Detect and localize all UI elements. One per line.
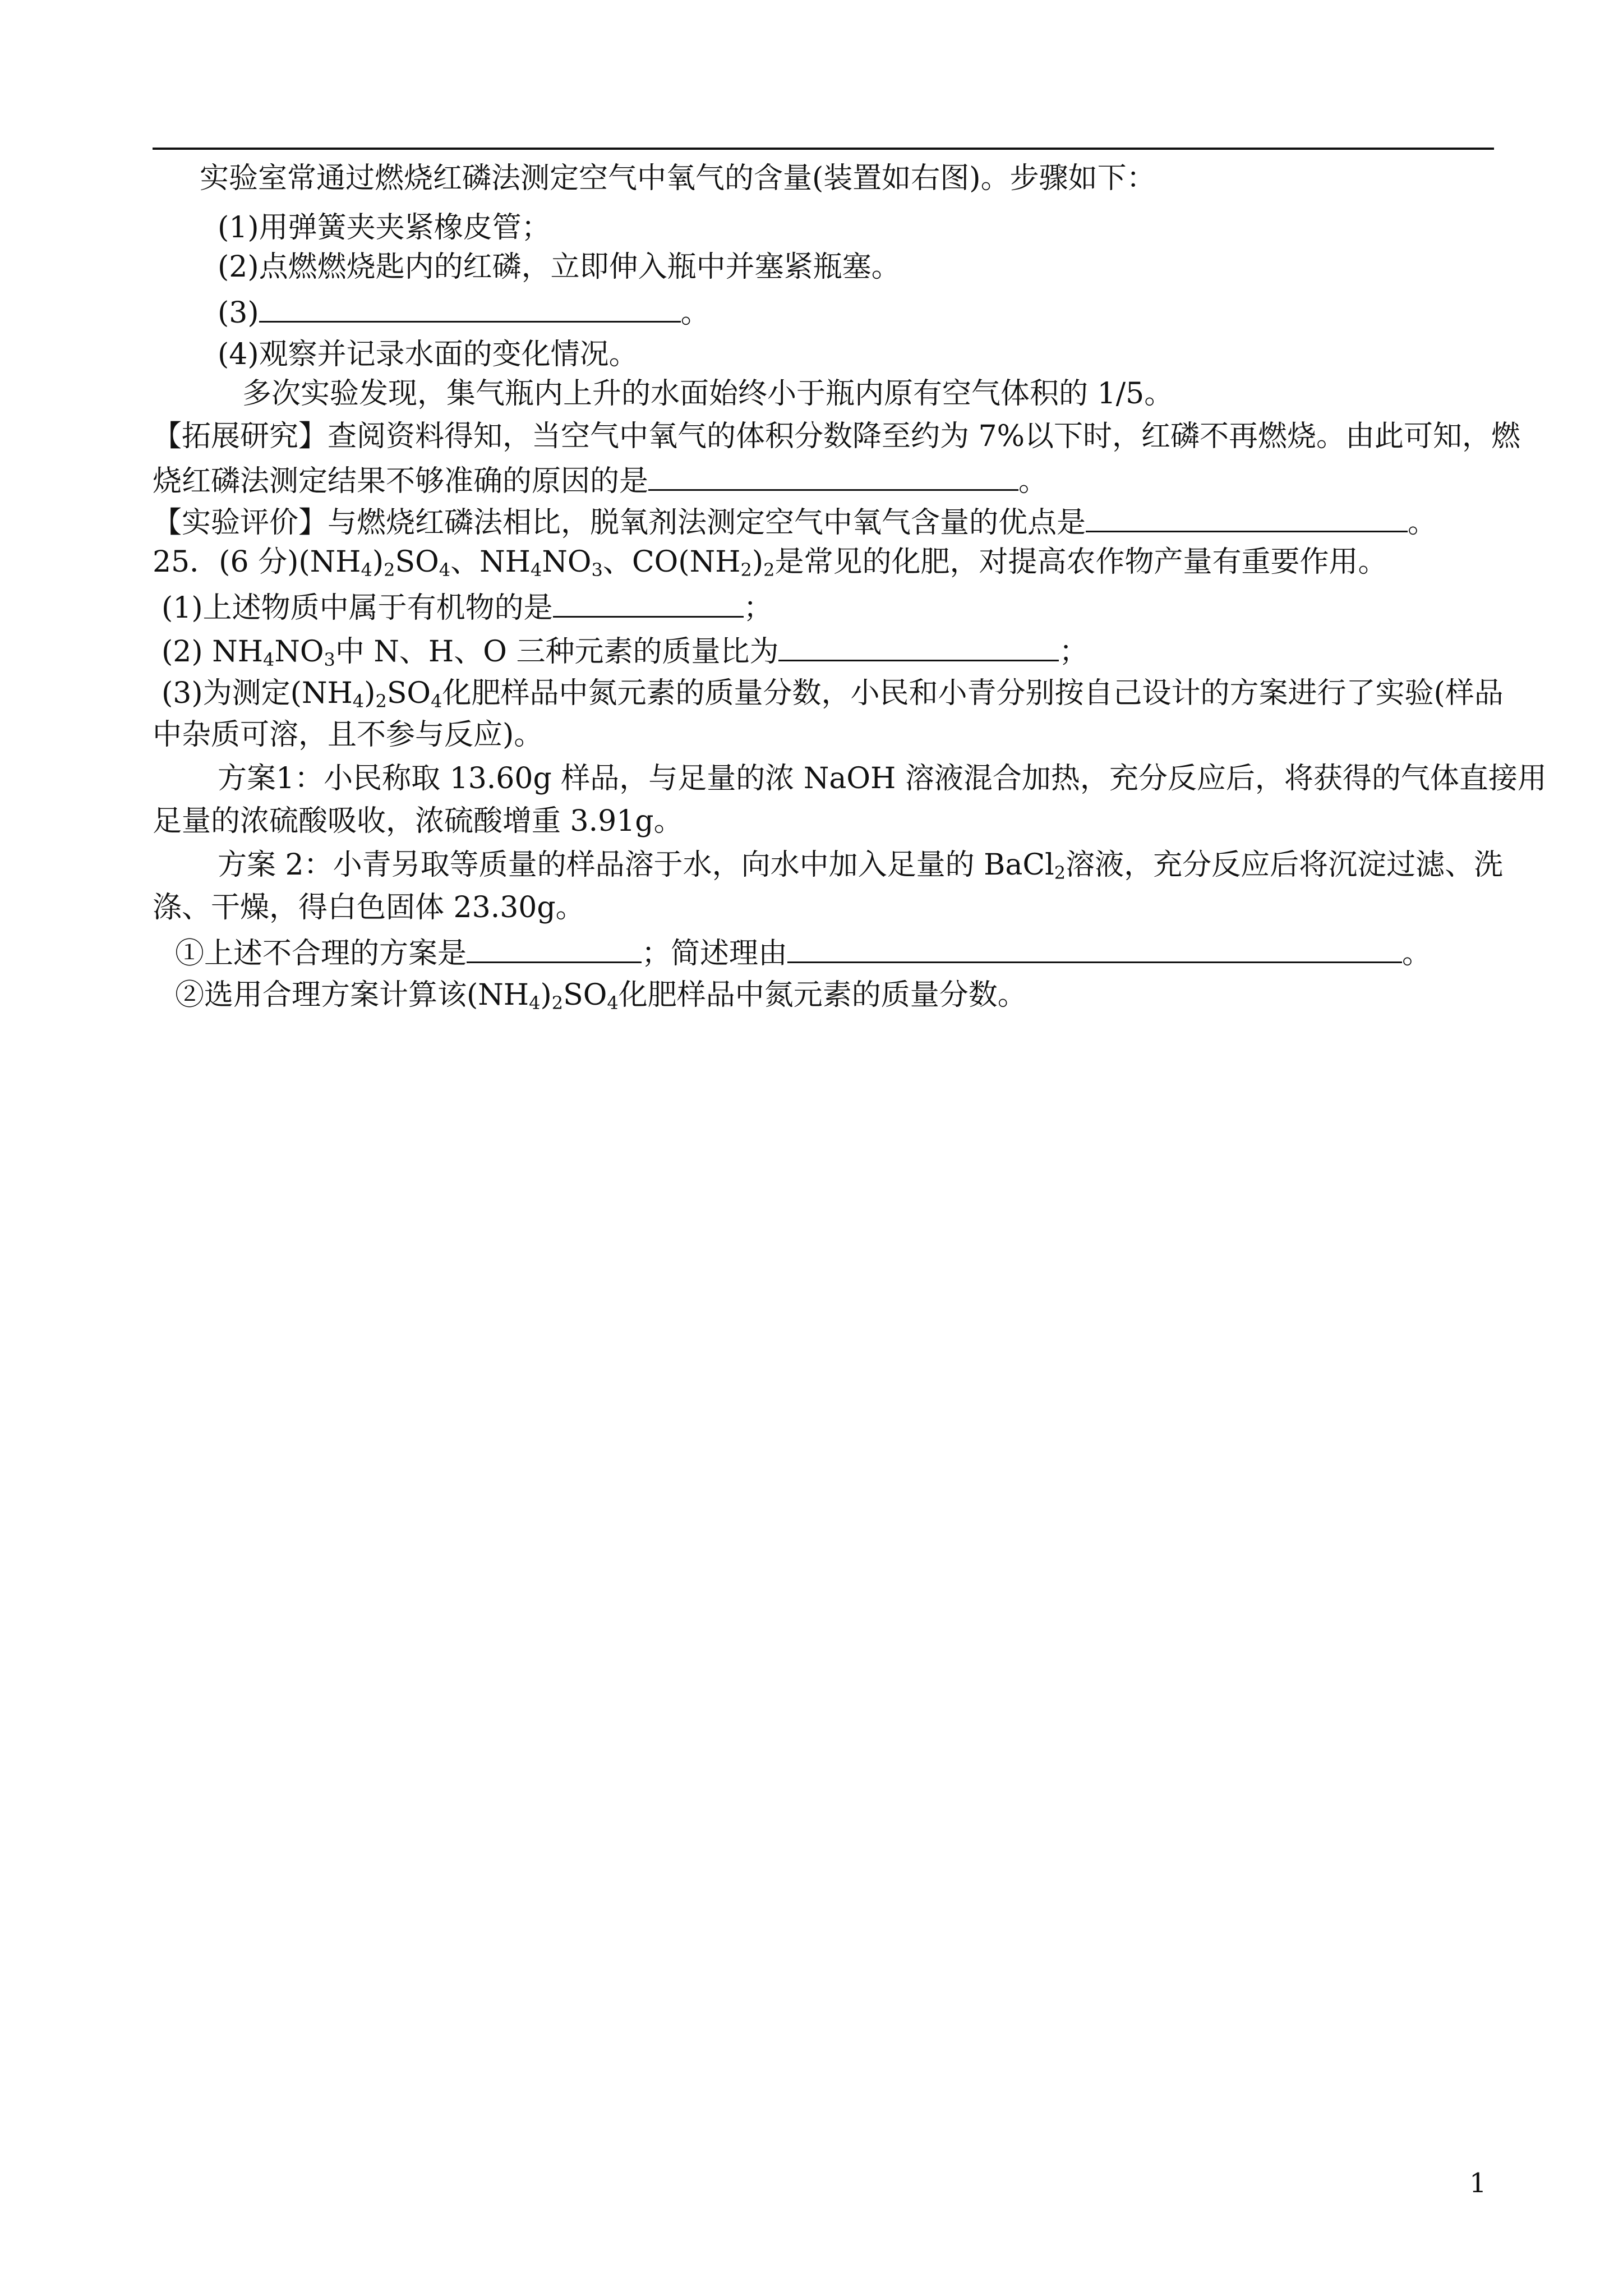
step-4: (4)观察并记录水面的变化情况。 bbox=[218, 338, 638, 371]
plan-1-line-2: 足量的浓硫酸吸收，浓硫酸增重 3.91g。 bbox=[153, 804, 683, 838]
extension-research-line-2 bbox=[153, 461, 1048, 497]
extension-end: 。 bbox=[1018, 464, 1048, 498]
question-25-title bbox=[153, 544, 1387, 580]
plan-2-text: 方案 2：小青另取等质量的样品溶于水，向水中加入足量的 BaCl bbox=[218, 848, 1054, 882]
plan-2-line-2: 涤、干燥，得白色固体 23.30g。 bbox=[153, 891, 585, 924]
sub-question-2-blank[interactable] bbox=[778, 632, 1059, 661]
subscript: 2 bbox=[384, 559, 395, 581]
sub-question-3-text: (3)为测定(NH bbox=[162, 677, 353, 710]
subscript: 4 bbox=[431, 691, 442, 712]
subscript: 4 bbox=[607, 992, 619, 1014]
sub-question-1 bbox=[162, 588, 773, 624]
sub-question-3-line-2: 中杂质可溶，且不参与反应)。 bbox=[153, 718, 543, 752]
sub-question-3-line-1 bbox=[162, 675, 1504, 711]
subscript: 2 bbox=[740, 559, 752, 581]
part-1-reason-label: ；简述理由 bbox=[642, 937, 788, 970]
question-25-text: 是常见的化肥，对提高农作物产量有重要作用。 bbox=[774, 545, 1387, 579]
experiment-evaluation bbox=[153, 503, 1437, 539]
subscript: 3 bbox=[324, 649, 335, 670]
sub-question-3-part-1 bbox=[175, 933, 1431, 969]
step-3 bbox=[218, 293, 710, 329]
part-1-text: ①上述不合理的方案是 bbox=[175, 937, 467, 970]
step-2: (2)点燃燃烧匙内的红磷，立即伸入瓶中并塞紧瓶塞。 bbox=[218, 250, 901, 284]
header-rule bbox=[153, 148, 1494, 150]
subscript: 2 bbox=[375, 691, 387, 712]
step-3-end: 。 bbox=[680, 296, 710, 330]
reason-blank[interactable] bbox=[787, 933, 1402, 963]
subscript: 4 bbox=[352, 691, 365, 712]
extension-research-text: 烧红磷法测定结果不够准确的原因的是 bbox=[153, 464, 649, 498]
subscript: 2 bbox=[763, 559, 775, 581]
sub-question-1-text: (1)上述物质中属于有机物的是 bbox=[162, 591, 553, 625]
formula-part: NO bbox=[274, 635, 324, 669]
sub-question-3-part-2 bbox=[175, 977, 1027, 1013]
sub-question-3-text: 化肥样品中氮元素的质量分数，小民和小青分别按自己设计的方案进行了实验(样品 bbox=[442, 677, 1504, 710]
formula-part: ) bbox=[751, 545, 764, 579]
intro-text: 实验室常通过燃烧红磷法测定空气中氧气的含量(装置如右图)。步骤如下： bbox=[200, 162, 1156, 195]
step-3-blank[interactable] bbox=[259, 293, 681, 323]
part-1-end: 。 bbox=[1402, 937, 1432, 970]
question-number: 25．(6 分) bbox=[153, 545, 299, 579]
sub-question-2 bbox=[162, 632, 1088, 668]
formula-ammonium-sulfate: (NH bbox=[298, 545, 361, 579]
part-2-text: ②选用合理方案计算该(NH bbox=[175, 978, 529, 1012]
subscript: 2 bbox=[551, 992, 564, 1014]
evaluation-end: 。 bbox=[1408, 506, 1437, 540]
subscript: 4 bbox=[529, 992, 541, 1014]
step-3-label: (3) bbox=[218, 296, 259, 330]
finding-text: 多次实验发现，集气瓶内上升的水面始终小于瓶内原有空气体积的 1/5。 bbox=[242, 377, 1174, 411]
formula-part: SO bbox=[395, 545, 439, 579]
sub-question-2-text: (2) NH bbox=[162, 635, 264, 669]
extension-research-line-1: 【拓展研究】查阅资料得知，当空气中氧气的体积分数降至约为 7%以下时，红磷不再燃烧。由此可知，燃 bbox=[153, 420, 1521, 453]
plan-2-line-1 bbox=[218, 847, 1503, 883]
formula-ammonium-nitrate: NH bbox=[479, 545, 531, 579]
separator: 、 bbox=[450, 545, 480, 579]
evaluation-answer-blank[interactable] bbox=[1086, 503, 1408, 532]
part-2-text: 化肥样品中氮元素的质量分数。 bbox=[618, 978, 1027, 1012]
extension-answer-blank[interactable] bbox=[648, 461, 1018, 491]
formula-part: SO bbox=[563, 978, 607, 1012]
subscript: 4 bbox=[531, 559, 542, 581]
subscript: 3 bbox=[591, 559, 603, 581]
formula-urea: CO(NH bbox=[631, 545, 741, 579]
evaluation-text: 【实验评价】与燃烧红磷法相比，脱氧剂法测定空气中氧气含量的优点是 bbox=[153, 506, 1086, 540]
formula-part: ) bbox=[540, 978, 552, 1012]
sub-question-2-end: ； bbox=[1059, 635, 1089, 669]
plan-2-text: 溶液，充分反应后将沉淀过滤、洗 bbox=[1066, 848, 1504, 882]
subscript: 4 bbox=[439, 559, 451, 581]
formula-part: ) bbox=[372, 545, 384, 579]
subscript: 2 bbox=[1054, 862, 1066, 884]
sub-question-2-text: 中 N、H、O 三种元素的质量比为 bbox=[335, 635, 779, 669]
sub-question-1-end: ； bbox=[743, 591, 773, 625]
separator: 、 bbox=[602, 545, 632, 579]
formula-part: ) bbox=[364, 677, 376, 710]
sub-question-1-blank[interactable] bbox=[553, 588, 744, 618]
unreasonable-plan-blank[interactable] bbox=[467, 933, 642, 963]
formula-part: SO bbox=[386, 677, 431, 710]
subscript: 4 bbox=[263, 649, 275, 670]
step-1: (1)用弹簧夹夹紧橡皮管； bbox=[218, 211, 551, 245]
formula-part: NO bbox=[542, 545, 592, 579]
subscript: 4 bbox=[361, 559, 372, 581]
plan-1-line-1: 方案1：小民称取 13.60g 样品，与足量的浓 NaOH 溶液混合加热，充分反应后，将获得的气体直接用 bbox=[218, 762, 1547, 795]
page-number: 1 bbox=[1469, 2168, 1487, 2199]
